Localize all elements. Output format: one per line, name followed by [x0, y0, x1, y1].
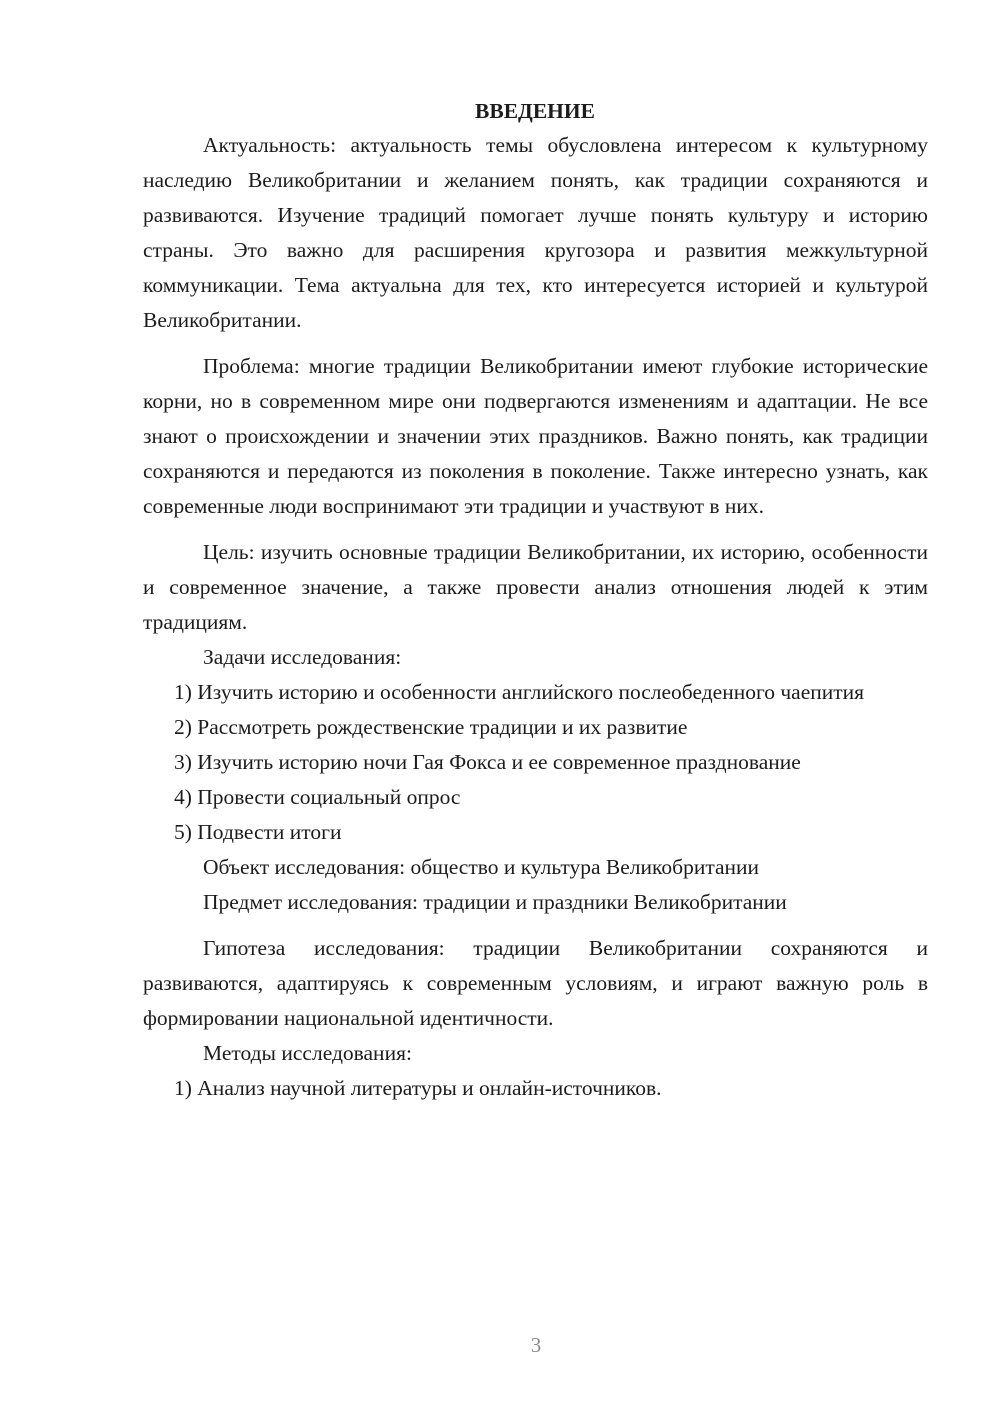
object-line: Объект исследования: общество и культура Великобритании — [203, 855, 760, 879]
methods-heading: Методы исследования: — [203, 1041, 412, 1065]
subject-line: Предмет исследования: традиции и праздники Великобритании — [203, 890, 787, 914]
task-item-3: 3) Изучить историю ночи Гая Фокса и ее современное празднование — [174, 750, 801, 774]
task-item-4: 4) Провести социальный опрос — [174, 785, 461, 809]
goal-paragraph: Цель: изучить основные традиции Великобритании, их историю, особенности и современное значение, а также провести анализ отношения людей к этим традициям. — [143, 540, 928, 634]
problem-paragraph: Проблема: многие традиции Великобритании имеют глубокие исторические корни, но в современном мире они подвергаются изменениям и адаптации. Не все знают о происхождении и значении этих праздников. Важно понять, как традиции сохраняются и передаются из поколения в поколение. Также интересно узнать, как современные люди воспринимают эти традиции и участвуют в них. — [143, 354, 928, 518]
page-heading: ВВЕДЕНИЕ — [475, 99, 595, 123]
page-number: 3 — [530, 1333, 542, 1357]
task-item-2: 2) Рассмотреть рождественские традиции и их развитие — [174, 715, 688, 739]
page-content — [143, 94, 928, 1106]
method-item-1: 1) Анализ научной литературы и онлайн-источников. — [174, 1076, 662, 1100]
hypothesis-paragraph: Гипотеза исследования: традиции Великобритании сохраняются и развиваются, адаптируясь к современным условиям, и играют важную роль в формировании национальной идентичности. — [143, 936, 928, 1030]
task-item-1: 1) Изучить историю и особенности английского послеобеденного чаепития — [174, 680, 865, 704]
task-item-5: 5) Подвести итоги — [174, 820, 342, 844]
relevance-paragraph: Актуальность: актуальность темы обусловлена интересом к культурному наследию Великобритании и желанием понять, как традиции сохраняются и развиваются. Изучение традиций помогает лучше понять культуру и историю страны. Это важно для расширения кругозора и развития межкультурной коммуникации. Тема актуальна для тех, кто интересуется историей и культурой Великобритании. — [143, 133, 928, 332]
tasks-heading: Задачи исследования: — [203, 645, 402, 669]
